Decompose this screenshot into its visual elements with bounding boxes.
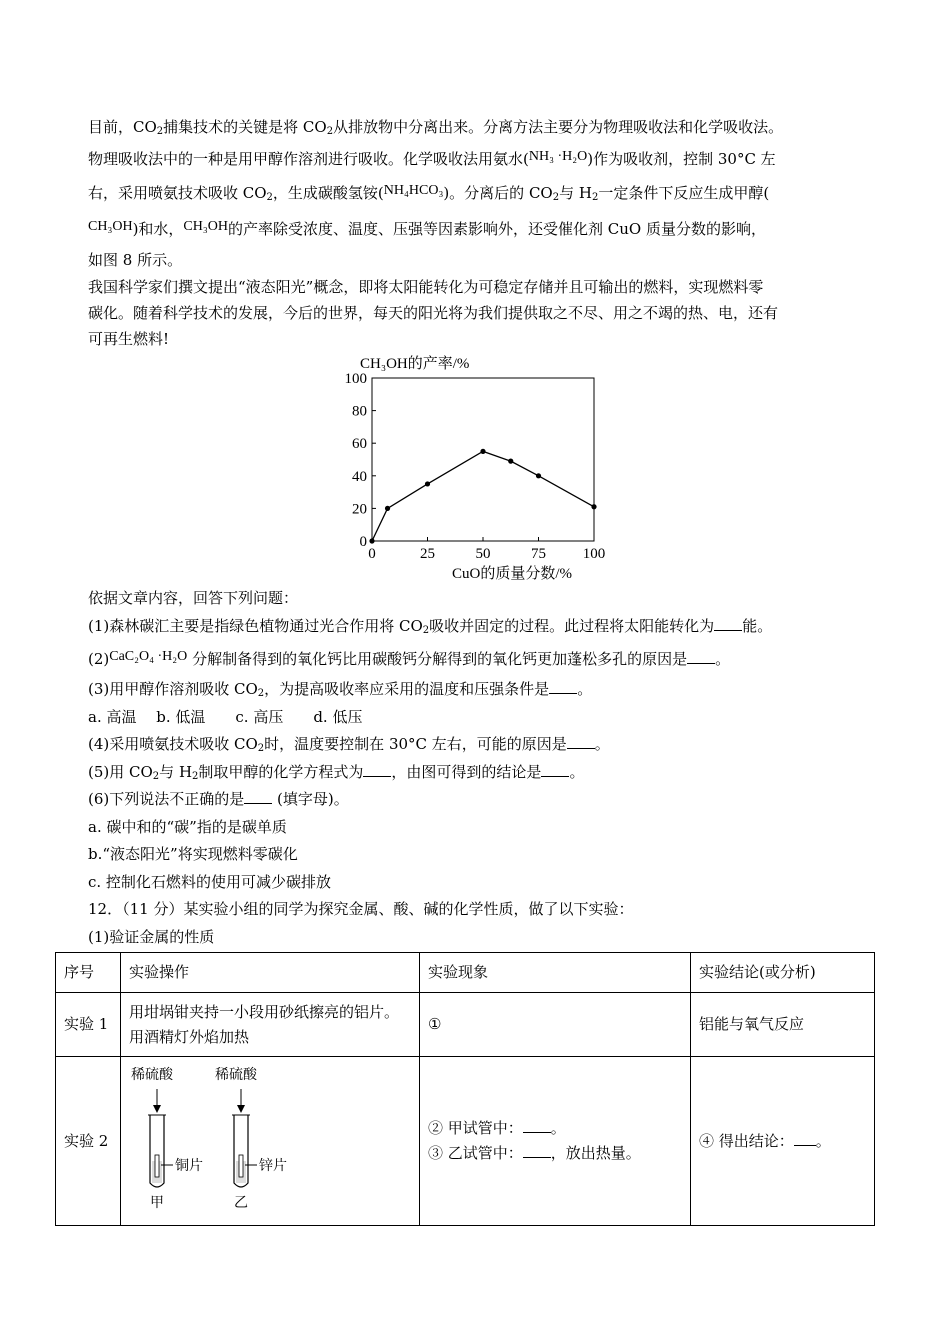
question-6-option-b: b.“液态阳光”将实现燃料零碳化	[88, 845, 298, 863]
y-tick-label: 20	[352, 501, 367, 518]
data-point	[425, 481, 430, 486]
y-axis-ticks	[345, 371, 377, 550]
plot-frame	[372, 378, 594, 541]
test-tube-yi	[232, 1115, 257, 1187]
question-6-option-c: c. 控制化石燃料的使用可减少碳排放	[88, 872, 331, 891]
x-tick-label: 25	[420, 546, 435, 562]
y-tick-label: 80	[352, 403, 367, 420]
x-tick-label: 50	[475, 546, 491, 562]
answer-blank-obs3[interactable]	[523, 1143, 551, 1158]
table-header-row: 序号 实验操作 实验现象 实验结论(或分析)	[56, 953, 875, 993]
question-5: (5)用 $CO_2$与 $H_2$制取甲醇的化学方程式为 ，由图可得到的结论是 。	[88, 762, 585, 782]
y-tick-label: 40	[352, 468, 367, 485]
conclusion-4: ④ 得出结论： 。	[699, 1131, 831, 1150]
question-6: (6)下列说法不正确的是 (填字母)。	[88, 790, 349, 808]
nh3h2o-formula: NH₃ ·H₂O	[528, 149, 588, 164]
answer-blank-5b[interactable]	[541, 762, 569, 777]
metal-label-1: 铜片	[175, 1158, 203, 1174]
chart-title: CH₃OH的产率/%	[360, 356, 470, 372]
table-row: 实验 1 用坩埚钳夹持一小段用砂纸擦亮的铝片。用酒精灯外焰加热 ① 铝能与氧气反应	[56, 993, 875, 1057]
test-tube-diagram	[121, 1057, 321, 1217]
question-12-part-1: (1)验证金属的性质	[88, 927, 215, 946]
y-tick-label: 100	[344, 371, 367, 387]
ch3oh-formula: CH₃OH	[88, 219, 133, 234]
tube-label-1: 甲	[150, 1195, 164, 1211]
answer-blank-obs2[interactable]	[523, 1118, 551, 1133]
x-tick-label: 100	[582, 546, 606, 562]
answer-blank-6[interactable]	[244, 789, 272, 804]
article	[88, 112, 863, 352]
data-point	[591, 504, 596, 509]
data-point	[508, 459, 513, 464]
x-tick-label: 75	[531, 546, 546, 562]
x-tick-label: 0	[368, 546, 376, 562]
answer-blank-5a[interactable]	[363, 762, 391, 777]
question-3: (3)用甲醇作溶剂吸收 $CO_2$，为提高吸收率应采用的温度和压强条件是 。	[88, 680, 593, 699]
data-point	[369, 538, 374, 543]
data-point	[385, 506, 390, 511]
question-1: (1)森林碳汇主要是指绿色植物通过光合作用将 $CO_2$吸收并固定的过程。此过程将太阳能转化为 能。	[88, 616, 773, 636]
y-tick-label: 0	[359, 534, 367, 550]
question-6-option-a: a. 碳中和的“碳”指的是碳单质	[88, 817, 287, 836]
ch3oh-formula-2: CH₃OH	[183, 219, 228, 234]
answer-blank-1[interactable]	[714, 616, 742, 631]
answer-blank-3[interactable]	[549, 679, 577, 694]
questions: 依据文章内容，回答下列问题： (1)森林碳汇主要是指绿色植物通过光合作用将 $CO_2$吸收并固定的过程。此过程将太阳能转化为 能。 (2)CaC₂O₄ ·H₂O 分解制备得到的氧化钙比用碳酸钙分解得到的氧化钙更加蓬松多孔的原因是 。 (3)用甲醇作溶剂吸收 $CO_2$，为提高吸收率应采用的温度和压强条件是 。 a. 高温 b. 低温 c. 高压 d. 低压 (4)采用喷氨技术吸收 $CO_2$时，温度要控制在 30°C 左右，可能的原因是 。 (5)用 $CO_2$与 $H_2$制取甲醇的化学方程式为 ，由图可得到的结论是 。 (6)下列说法不正确的是 (填字母)。 a. 碳中和的“碳”指的是碳单质 b.“液态阳光”将实现燃料零碳化 c. 控制化石燃料的使用可减少碳排放 12．（11 分）某实验小组的同学为探究金属、酸、碱的化学性质，做了以下实验： (1)验证金属的性质	[88, 585, 878, 951]
table-row: 实验 2 稀硫酸 稀硫酸 铜片 锌片 甲 乙 ② 甲试管中： 。 ③ 乙试管中： ，放出热量。 ④ 得出结论： 。	[56, 1057, 875, 1226]
data-points	[369, 449, 596, 544]
observation-2: ② 甲试管中： 。	[428, 1119, 566, 1137]
tube-label-2: 乙	[234, 1195, 248, 1211]
answer-blank-4[interactable]	[567, 734, 595, 749]
question-4: (4)采用喷氨技术吸收 $CO_2$时，温度要控制在 30°C 左右，可能的原因是 。	[88, 735, 610, 754]
observation-3: ③ 乙试管中： ，放出热量。	[428, 1144, 641, 1162]
y-tick-label: 60	[352, 436, 367, 453]
question-3-options: a. 高温 b. 低温 c. 高压 d. 低压	[88, 707, 363, 726]
x-axis-label: CuO的质量分数/%	[452, 566, 573, 582]
test-tube-jia	[148, 1115, 173, 1187]
data-point	[536, 473, 541, 478]
yield-chart	[330, 350, 630, 582]
answer-blank-2[interactable]	[687, 649, 715, 664]
acid-label-1: 稀硫酸	[131, 1067, 173, 1083]
series-line	[372, 451, 594, 541]
paragraph-1: 目前，$CO_2$捕集技术的关键是将 $CO_2$从排放物中分离出来。分离方法主要分为物理吸收法和化学吸收法。 物理吸收法中的一种是用甲醇作溶剂进行吸收。化学吸收法用氨水(NH₃ ·H₂O)作为吸收剂，控制 30°C 左 右，采用喷氨技术吸收 $CO_2$，生成碳酸氢铵(NH₄HCO₃)。分离后的 $CO_2$与 $H_2$一定条件下反应生成甲醇( CH₃OH)和水，CH₃OH的产率除受浓度、温度、压强等因素影响外，还受催化剂 CuO 质量分数的影响， 如图 8 所示。	[88, 118, 784, 269]
paragraph-2: 我国科学家们撰文提出“液态阳光”概念，即将太阳能转化为可稳定存储并且可输出的燃料，实现燃料零 碳化。随着科学技术的发展，今后的世界，每天的阳光将为我们提供取之不尽、用之不竭的热、电，还有 可再生燃料!	[88, 278, 779, 348]
metal-label-2: 锌片	[259, 1158, 287, 1174]
nh4hco3-formula: NH₄HCO₃	[383, 183, 444, 198]
experiment-table	[55, 952, 875, 1226]
answer-blank-concl4[interactable]	[794, 1131, 816, 1146]
question-2: (2)CaC₂O₄ ·H₂O 分解制备得到的氧化钙比用碳酸钙分解得到的氧化钙更加蓬松多孔的原因是 。	[88, 649, 731, 668]
question-12: 12．（11 分）某实验小组的同学为探究金属、酸、碱的化学性质，做了以下实验：	[88, 900, 634, 918]
acid-label-2: 稀硫酸	[215, 1067, 257, 1083]
data-point	[480, 449, 485, 454]
